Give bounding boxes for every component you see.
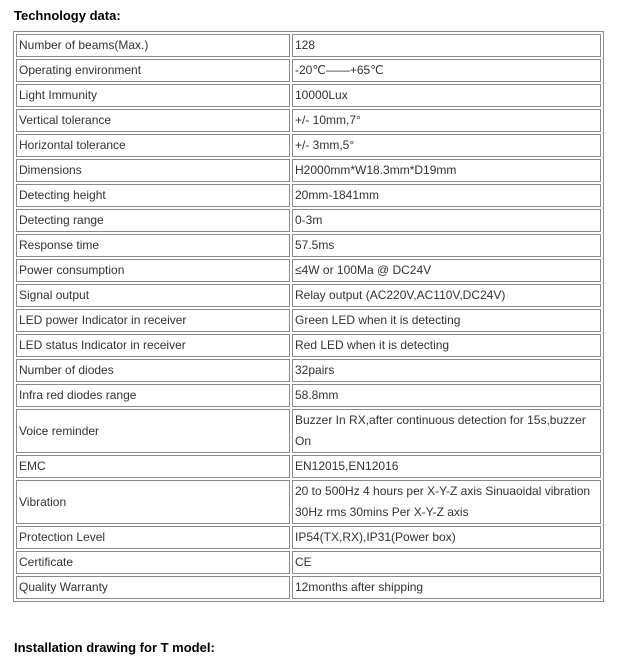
spec-value <box>292 455 601 478</box>
spec-value-line: -20℃——+65℃ <box>295 63 384 77</box>
spec-row <box>16 334 601 357</box>
spec-value-line: +/- 10mm,7° <box>295 113 361 127</box>
spec-row <box>16 234 601 257</box>
spec-label: Operating environment <box>16 59 290 82</box>
spec-value-line: IP54(TX,RX),IP31(Power box) <box>295 530 456 544</box>
spec-value-line: On <box>295 434 312 448</box>
spec-label: Certificate <box>16 551 290 574</box>
spec-value-line: 32pairs <box>295 363 335 377</box>
spec-label: Detecting range <box>16 209 290 232</box>
spec-row <box>16 84 601 107</box>
spec-row <box>16 526 601 549</box>
spec-value <box>292 34 601 57</box>
spec-value <box>292 234 601 257</box>
spec-row <box>16 159 601 182</box>
section-heading-technology: Technology data: <box>14 8 121 23</box>
spec-value <box>292 480 601 524</box>
spec-label: Dimensions <box>16 159 290 182</box>
spec-label: LED power Indicator in receiver <box>16 309 290 332</box>
spec-row <box>16 551 601 574</box>
spec-value-line: 30Hz rms 30mins Per X-Y-Z axis <box>295 505 469 519</box>
spec-value-line: 58.8mm <box>295 388 339 402</box>
spec-value-line: Red LED when it is detecting <box>295 338 450 352</box>
spec-value <box>292 84 601 107</box>
spec-label: Response time <box>16 234 290 257</box>
spec-value <box>292 551 601 574</box>
spec-label: Vibration <box>16 480 290 524</box>
spec-label: Number of beams(Max.) <box>16 34 290 57</box>
spec-value-line: Green LED when it is detecting <box>295 313 461 327</box>
spec-label: Voice reminder <box>16 409 290 453</box>
spec-value-line: Buzzer In RX,after continuous detection for 15s,buzzer <box>295 413 586 427</box>
spec-value-line: 20mm-1841mm <box>295 188 380 202</box>
spec-table <box>13 31 604 602</box>
spec-table-body <box>16 34 601 599</box>
spec-row <box>16 134 601 157</box>
spec-label: Horizontal tolerance <box>16 134 290 157</box>
spec-value <box>292 526 601 549</box>
spec-value-line: Relay output (AC220V,AC110V,DC24V) <box>295 288 506 302</box>
spec-label: Light Immunity <box>16 84 290 107</box>
spec-label: Number of diodes <box>16 359 290 382</box>
spec-row <box>16 259 601 282</box>
spec-value <box>292 109 601 132</box>
spec-value-line: 12months after shipping <box>295 580 424 594</box>
spec-label: LED status Indicator in receiver <box>16 334 290 357</box>
spec-value-line: 128 <box>295 38 316 52</box>
spec-label: Detecting height <box>16 184 290 207</box>
spec-value <box>292 384 601 407</box>
spec-row <box>16 480 601 524</box>
spec-value-line: 57.5ms <box>295 238 335 252</box>
spec-value-line: EN12015,EN12016 <box>295 459 399 473</box>
spec-row <box>16 359 601 382</box>
spec-value <box>292 159 601 182</box>
spec-value-line: +/- 3mm,5° <box>295 138 355 152</box>
spec-value-line: 0-3m <box>295 213 323 227</box>
spec-label: Infra red diodes range <box>16 384 290 407</box>
section-heading-installation: Installation drawing for T model: <box>14 640 215 655</box>
spec-row <box>16 309 601 332</box>
spec-value-line: ≤4W or 100Ma @ DC24V <box>295 263 432 277</box>
spec-label: Signal output <box>16 284 290 307</box>
spec-label: Protection Level <box>16 526 290 549</box>
spec-value-line: 20 to 500Hz 4 hours per X-Y-Z axis Sinuaoidal vibration <box>295 484 591 498</box>
spec-row <box>16 455 601 478</box>
spec-value-line: H2000mm*W18.3mm*D19mm <box>295 163 457 177</box>
spec-value <box>292 59 601 82</box>
spec-value <box>292 209 601 232</box>
spec-row <box>16 209 601 232</box>
spec-label: EMC <box>16 455 290 478</box>
spec-value <box>292 309 601 332</box>
spec-row <box>16 34 601 57</box>
spec-row <box>16 576 601 599</box>
spec-row <box>16 184 601 207</box>
spec-row <box>16 109 601 132</box>
spec-value-line: 10000Lux <box>295 88 348 102</box>
spec-value <box>292 359 601 382</box>
spec-value <box>292 334 601 357</box>
spec-value-line: CE <box>295 555 312 569</box>
spec-label: Quality Warranty <box>16 576 290 599</box>
spec-row <box>16 59 601 82</box>
spec-value <box>292 576 601 599</box>
spec-value <box>292 259 601 282</box>
spec-value <box>292 409 601 453</box>
spec-row <box>16 384 601 407</box>
spec-value <box>292 134 601 157</box>
spec-row <box>16 409 601 453</box>
spec-label: Power consumption <box>16 259 290 282</box>
spec-value <box>292 184 601 207</box>
spec-value <box>292 284 601 307</box>
spec-label: Vertical tolerance <box>16 109 290 132</box>
spec-row <box>16 284 601 307</box>
